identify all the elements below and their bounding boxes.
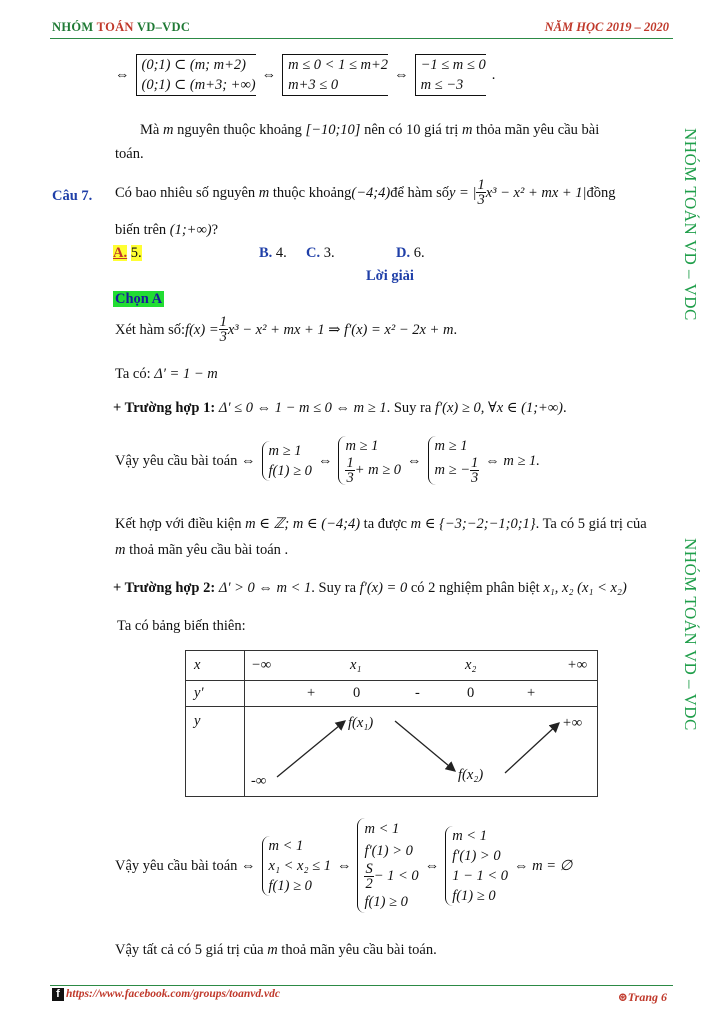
requirement-case-1: Vậy yêu cầu bài toán ⇔ m ≥ 1 f(1) ≥ 0 ⇔ m ≥ 1 $\frac{1}{3}$ + m ≥ 0 ⇔ m ≥ 1 m ≥ − $\frac{1}{3}$ ⇔ m ≥ 1. bbox=[115, 438, 540, 486]
system-left: (0;1) ⊂ (m; m+2) (0;1) ⊂ (m+3; +∞) bbox=[136, 54, 256, 96]
bbt-label-yprime: y' bbox=[186, 681, 245, 707]
question-text: Có bao nhiêu số nguyên m thuộc khoảng (−4;4) để hàm số y = | $\frac{1}{3}$ x³ − x² + mx + 1| đồng bbox=[115, 177, 616, 208]
combine-conditions: Kết hợp với điều kiện m ∈ ℤ; m ∈ (−4;4) ta được m ∈ {−3;−2;−1;0;1}. Ta có 5 giá trị của bbox=[115, 516, 647, 532]
footer-divider bbox=[50, 985, 673, 986]
bbt-row-y: -∞ f(x₁) f(x₂) +∞ bbox=[245, 707, 598, 797]
footer-link[interactable]: f https://www.facebook.com/groups/toanvd.vdc bbox=[52, 988, 280, 1001]
arrow-up-1 bbox=[277, 721, 345, 777]
fraction-one-third: $\frac{1}{3}$ bbox=[477, 177, 485, 208]
bbt-row-x: −∞ x₁ x₂ +∞ bbox=[245, 651, 598, 681]
question-label: Câu 7. bbox=[52, 188, 93, 204]
line-function-derivative: Xét hàm số: f(x) = $\frac{1}{3}$ x³ − x² + mx + 1 ⇒ f′(x) = x² − 2x + m . bbox=[115, 314, 458, 345]
solution-title: Lời giải bbox=[366, 268, 414, 284]
bbt-arrows bbox=[245, 707, 605, 797]
combine-conditions-end: m thoả mãn yêu cầu bài toán . bbox=[115, 542, 289, 558]
answer-a: A. 5. bbox=[113, 245, 142, 261]
bbt-row-yprime: + 0 - 0 + bbox=[245, 681, 598, 707]
header-school-year: NĂM HỌC 2019 – 2020 bbox=[544, 20, 669, 34]
answer-c: C. 3. bbox=[306, 245, 335, 261]
requirement-case-2: Vậy yêu cầu bài toán ⇔ m < 1 x₁ < x₂ ≤ 1 f(1) ≥ 0 ⇔ m < 1 f′(1) > 0 $\frac{S}{2}$ − 1 < 0 f(1) ≥ 0 ⇔ m < 1 f′(1) > 0 1 − 1 < 0 f(1) ≥ 0 ⇔ m = ∅ bbox=[115, 818, 572, 913]
system-right: −1 ≤ m ≤ 0 m ≤ −3 bbox=[415, 54, 486, 96]
variation-table bbox=[185, 650, 598, 797]
bbt-intro: Ta có bảng biến thiên: bbox=[117, 618, 246, 634]
question-line-2: biến trên (1;+∞)? bbox=[115, 222, 219, 238]
answer-d: D. 6. bbox=[396, 245, 425, 261]
footer-page-number: ⊛Trang 6 bbox=[617, 990, 667, 1004]
paragraph-conclusion-prev: Mà m nguyên thuộc khoảng [−10;10] nên có 10 giá trị m thỏa mãn yêu cầu bài bbox=[140, 122, 600, 138]
final-conclusion: Vậy tất cả có 5 giá trị của m thoả mãn yêu cầu bài toán. bbox=[115, 942, 437, 958]
header-divider bbox=[50, 38, 673, 39]
line-discriminant: Ta có: Δ′ = 1 − m bbox=[115, 366, 218, 382]
bbt-label-y: y bbox=[186, 707, 245, 797]
bbt-label-x: x bbox=[186, 651, 245, 681]
paragraph-conclusion-prev-end: toán. bbox=[115, 146, 144, 162]
arrow-up-2 bbox=[505, 723, 559, 773]
side-watermark-top: NHÓM TOÁN VD – VDC bbox=[681, 128, 700, 321]
chosen-answer: Chọn A bbox=[115, 291, 163, 307]
facebook-icon: f bbox=[52, 988, 64, 1001]
case-2: + Trường hợp 2: Δ′ > 0 ⇔ m < 1. Suy ra f′(x) = 0 có 2 nghiệm phân biệt x₁, x₂ (x₁ < x₂) bbox=[113, 580, 627, 596]
side-watermark-bottom: NHÓM TOÁN VD – VDC bbox=[681, 538, 700, 731]
header-group-name: NHÓM TOÁN VD–VDC bbox=[52, 20, 191, 34]
top-equivalence-system: ⇔ (0;1) ⊂ (m; m+2) (0;1) ⊂ (m+3; +∞) ⇔ m ≤ 0 < 1 ≤ m+2 m+3 ≤ 0 ⇔ −1 ≤ m ≤ 0 m ≤ −3 . bbox=[115, 54, 495, 96]
case-1: + Trường hợp 1: Δ′ ≤ 0 ⇔ 1 − m ≤ 0 ⇔ m ≥ 1. Suy ra f′(x) ≥ 0, ∀x ∈ (1;+∞). bbox=[113, 400, 567, 416]
arrow-down bbox=[395, 721, 455, 771]
system-middle: m ≤ 0 < 1 ≤ m+2 m+3 ≤ 0 bbox=[282, 54, 388, 96]
answer-b: B. 4. bbox=[259, 245, 287, 261]
